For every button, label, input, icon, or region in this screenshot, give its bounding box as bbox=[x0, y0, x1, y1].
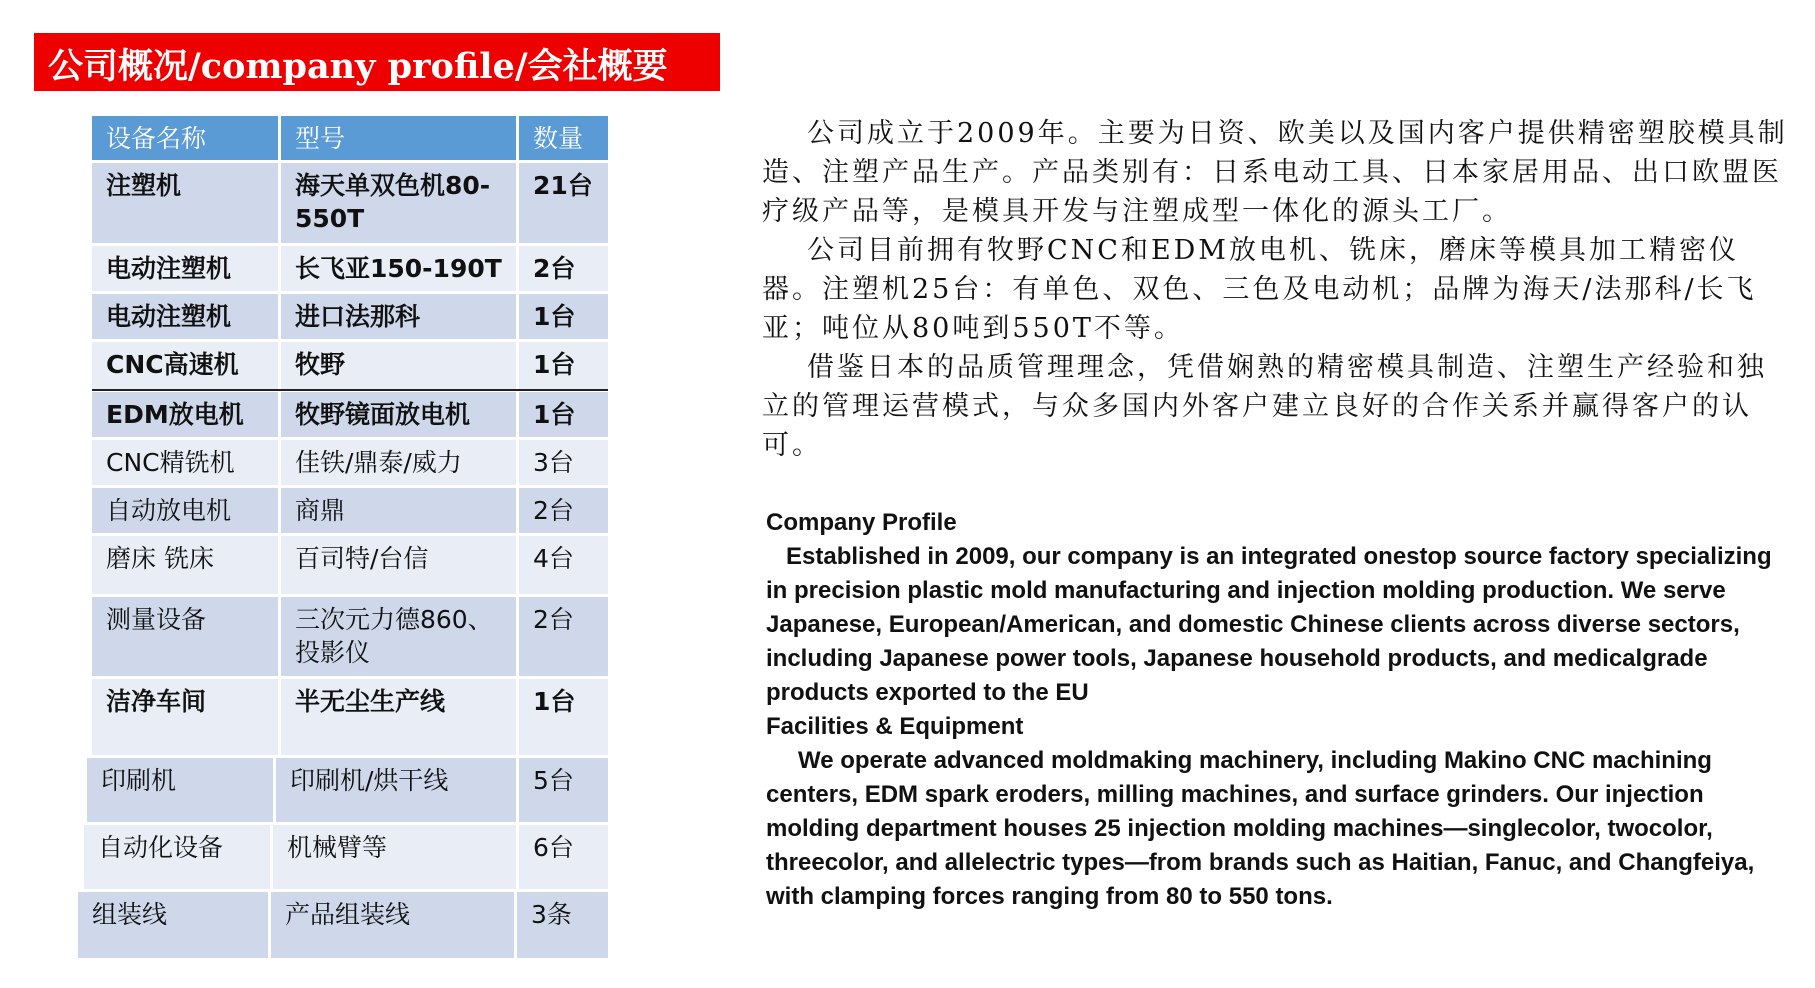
page-title: 公司概况/company profile/会社概要 bbox=[48, 46, 668, 87]
en-heading-facilities: Facilities & Equipment bbox=[766, 713, 1024, 740]
table-cell: 5台 bbox=[519, 758, 608, 822]
table-cell: 注塑机 bbox=[92, 163, 278, 243]
table-cell: 自动化设备 bbox=[84, 825, 270, 889]
table-cell: 2台 bbox=[519, 488, 608, 533]
en-paragraph-1: Established in 2009, our company is an integrated onestop source factory specializing in precision plastic mold manufacturing and injection molding production. We serve Japanese, European/American, and domestic Chinese clients across diverse sectors, including Japanese power tools, Japanese household products, and medicalgrade products exported to the EU bbox=[766, 543, 1772, 706]
table-cell: 组装线 bbox=[78, 892, 268, 958]
table-cell: CNC精铣机 bbox=[92, 440, 278, 485]
table-cell: 产品组装线 bbox=[271, 892, 514, 958]
table-cell: 1台 bbox=[519, 392, 608, 437]
cn-paragraph-3: 借鉴日本的品质管理理念，凭借娴熟的精密模具制造、注塑生产经验和独立的管理运营模式，与众多国内外客户建立良好的合作关系并赢得客户的认可。 bbox=[762, 352, 1767, 461]
table-cell: 1台 bbox=[519, 342, 608, 389]
table-cell: 测量设备 bbox=[92, 597, 278, 676]
table-cell: 磨床 铣床 bbox=[92, 536, 278, 594]
table-cell: 牧野镜面放电机 bbox=[281, 392, 516, 437]
title-banner bbox=[34, 33, 720, 91]
table-cell: 3条 bbox=[517, 892, 608, 958]
table-cell: 佳铁/鼎泰/威力 bbox=[281, 440, 516, 485]
table-cell: 长飞亚150-190T bbox=[281, 246, 516, 291]
table-cell: 自动放电机 bbox=[92, 488, 278, 533]
table-cell: 牧野 bbox=[281, 342, 516, 389]
table-cell: 百司特/台信 bbox=[281, 536, 516, 594]
table-cell: 1台 bbox=[519, 679, 608, 755]
table-cell: 2台 bbox=[519, 246, 608, 291]
table-cell: 商鼎 bbox=[281, 488, 516, 533]
table-header-name: 设备名称 bbox=[92, 116, 278, 160]
table-divider bbox=[92, 389, 608, 391]
table-cell: 海天单双色机80-550T bbox=[281, 163, 516, 243]
table-cell: 3台 bbox=[519, 440, 608, 485]
table-cell: 1台 bbox=[519, 294, 608, 339]
table-cell: 印刷机 bbox=[87, 758, 273, 822]
en-paragraph-2: We operate advanced moldmaking machinery, including Makino CNC machining centers, EDM spark eroders, milling machines, and surface grinders. Our injection molding department houses 25 injection molding machines—singlecolor, twocolor, threecolor, and allelectric types—from brands such as Haitian, Fanuc, and Changfeiya, with clamping forces ranging from 80 to 550 tons. bbox=[766, 747, 1755, 910]
cn-paragraph-2: 公司目前拥有牧野CNC和EDM放电机、铣床，磨床等模具加工精密仪器。注塑机25台：有单色、双色、三色及电动机；品牌为海天/法那科/长飞亚；吨位从80吨到550T不等。 bbox=[762, 235, 1757, 344]
table-cell: 机械臂等 bbox=[273, 825, 516, 889]
table-header-model: 型号 bbox=[281, 116, 516, 160]
table-cell: 6台 bbox=[519, 825, 608, 889]
table-cell: 进口法那科 bbox=[281, 294, 516, 339]
en-heading-company-profile: Company Profile bbox=[766, 509, 957, 536]
table-cell: EDM放电机 bbox=[92, 392, 278, 437]
chinese-description bbox=[762, 114, 1792, 465]
table-cell: 21台 bbox=[519, 163, 608, 243]
table-cell: 电动注塑机 bbox=[92, 246, 278, 291]
table-cell: 2台 bbox=[519, 597, 608, 676]
table-cell: 4台 bbox=[519, 536, 608, 594]
table-cell: 洁净车间 bbox=[92, 679, 278, 755]
english-description bbox=[766, 506, 1786, 914]
table-cell: 半无尘生产线 bbox=[281, 679, 516, 755]
cn-paragraph-1: 公司成立于2009年。主要为日资、欧美以及国内客户提供精密塑胶模具制造、注塑产品生产。产品类别有：日系电动工具、日本家居用品、出口欧盟医疗级产品等，是模具开发与注塑成型一体化的源头工厂。 bbox=[762, 118, 1788, 227]
table-cell: CNC高速机 bbox=[92, 342, 278, 389]
table-cell: 电动注塑机 bbox=[92, 294, 278, 339]
table-header-qty: 数量 bbox=[519, 116, 608, 160]
table-cell: 三次元力德860、投影仪 bbox=[281, 597, 516, 676]
table-cell: 印刷机/烘干线 bbox=[276, 758, 516, 822]
